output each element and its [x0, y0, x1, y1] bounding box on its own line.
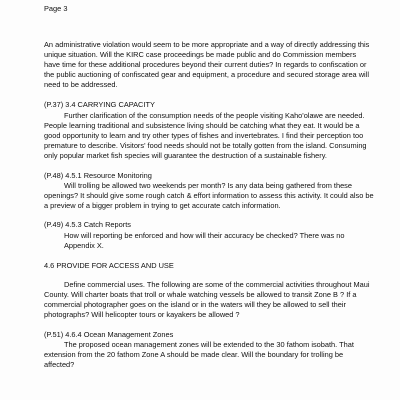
page-number: Page 3 [44, 4, 68, 13]
section-heading-carrying-capacity: (P.37) 3.4 CARRYING CAPACITY [44, 100, 155, 110]
section-heading-ocean-management-zones: (P.51) 4.6.4 Ocean Management Zones [44, 330, 174, 340]
section-heading-resource-monitoring: (P.48) 4.5.1 Resource Monitoring [44, 171, 152, 181]
section-body-carrying-capacity: Further clarification of the consumption needs of the people visiting Kaho'olawe are needed. People learning traditional and subsistence living should be catching what they eat. It would be a good opportunity to learn and try other types of fishes and invertebrates. I find their perception too premature to describe. Visitors' food needs should not be totally gotten from the island. Consuming only popular market fish species will guarantee the destruction of a sustainable fishery. [44, 110, 367, 160]
section-body-access-and-use: Define commercial uses. The following are some of the commercial activities throughout Maui County. Will charter boats that troll or whale watching vessels be allowed to transit Zone B ? If a commercial photographer goes on the island or in the waters will they be allowed to sell their photographs? Will helicopter tours or kayakers be allowed ? [44, 279, 370, 320]
section-body-catch-reports: How will reporting be enforced and how will their accuracy be checked? There was no Appendix X. [64, 230, 345, 250]
document-body [44, 40, 374, 371]
section-body-ocean-management-zones: The proposed ocean management zones will be extended to the 30 fathom isobath. That extension from the 20 fathom Zone A should be made clear. Will the boundary for trolling be affected? [44, 340, 354, 370]
section-heading-catch-reports: (P.49) 4.5.3 Catch Reports [44, 220, 131, 230]
section-heading-access-and-use: 4.6 PROVIDE FOR ACCESS AND USE [44, 260, 174, 270]
intro-paragraph: An administrative violation would seem to be more appropriate and a way of directly addressing this unique situation. Will the KIRC case proceedings be made public and do Commission members have time for these additional procedures beyond their current duties? In regards to confiscation or the public auctioning of confiscated gear and equipment, a procedure and secured storage area will need to be addressed. [44, 40, 370, 90]
section-body-resource-monitoring: Will trolling be allowed two weekends per month? Is any data being gathered from these openings? It should give some rough catch & effort information to assess this activity. It could also be a preview of a bigger problem in trying to get accurate catch information. [44, 181, 374, 211]
